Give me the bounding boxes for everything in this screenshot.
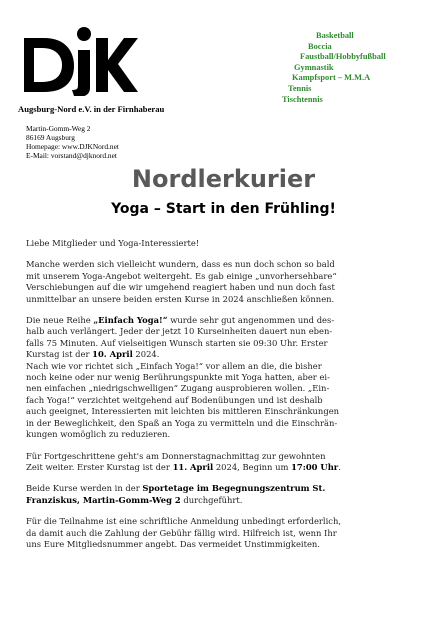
text-line: auch geeignet, Interessierten mit leichten bis mittleren Einschränkungen (26, 406, 340, 417)
text-line: Manche werden sich vielleicht wundern, dass es nun doch schon so bald (26, 259, 335, 270)
text-line: uns Eure Mitgliedsnummer angebt. Das vermeidet Unstimmigkeiten. (26, 538, 320, 549)
sport-item: Faustball/Hobbyfußball (300, 52, 386, 62)
text-line: halb auch verlängert. Jeder der jetzt 10 Kurseinheiten dauert nun eben- (26, 326, 333, 337)
article-subtitle: Yoga – Start in den Frühling! (111, 201, 336, 217)
contact-street: Martin-Gomm-Weg 2 (26, 124, 91, 133)
text-line: Für Fortgeschrittene geht's am Donnerstagnachmittag zur gewohnten (26, 450, 326, 461)
club-name: Augsburg-Nord e.V. in der Firnhaberau (18, 104, 165, 114)
sport-item: Gymnastik (294, 62, 334, 72)
paragraph-5 (26, 483, 428, 506)
text-line: Für die Teilnahme ist eine schriftliche Anmeldung unbedingt erforderlich, (26, 516, 342, 527)
greeting (26, 238, 428, 249)
text-line: falls 75 Minuten. Auf vielseitigen Wunsch starten sie 09:30 Uhr. Erster (26, 337, 328, 348)
sport-item: Boccia (308, 41, 332, 51)
text-line: unmittelbar an unsere beiden ersten Kurse in 2024 anschließen können. (26, 293, 335, 304)
paragraph-4 (26, 451, 428, 474)
text-line: Nach wie vor richtet sich „Einfach Yoga!“ vor allem an die, die bisher (26, 360, 322, 371)
greeting-line: Liebe Mitglieder und Yoga-Interessierte! (26, 238, 200, 248)
paragraph-3 (26, 361, 428, 441)
paragraph-6 (26, 516, 428, 550)
sport-item: Tennis (288, 83, 312, 93)
sport-item: Basketball (316, 31, 354, 40)
text-line: Franziskus, Martin-Gomm-Weg 2 durchgeführt. (26, 494, 243, 505)
contact-email: E-Mail: vorstand@djknord.net (26, 151, 117, 161)
text-line: Beide Kurse werden in der Sportetage im Begegnungszentrum St. (26, 483, 326, 494)
text-line: Kurstag ist der 10. April 2024. (26, 349, 160, 360)
contact-city: 86169 Augsburg (26, 133, 75, 143)
sports-list (0, 31, 386, 105)
paragraph-1 (26, 259, 428, 305)
text-line: fach Yoga!“ verzichtet weitgehend auf Bodenübungen und ist deshalb (26, 394, 323, 405)
text-line: nen einfachen „niedrigschwelligen“ Zugang ausprobieren wollen. „Ein- (26, 383, 330, 394)
text-line: kungen womöglich zu reduzieren. (26, 429, 171, 440)
text-line: Verschiebungen auf die wir umgehend reagiert haben und nun doch fast (26, 282, 335, 293)
text-line: mit unserem Yoga-Angebot weitergeht. Es gab einige „unvorhersehbare“ (26, 270, 337, 281)
contact-block (26, 124, 119, 160)
article-body (26, 238, 428, 560)
text-line: Die neue Reihe „Einfach Yoga!“ wurde sehr gut angenommen und des- (26, 315, 335, 326)
sport-item: Tischtennis (282, 94, 323, 104)
text-line: da damit auch die Zahlung der Gebühr fällig wird. Hilfreich ist, wenn Ihr (26, 527, 337, 538)
sport-item: Kampfsport – M.M.A (292, 73, 371, 83)
text-line: in der Beweglichkeit, den Spaß an Yoga zu vermitteln und die Einschrän- (26, 417, 338, 428)
paragraph-2 (26, 315, 428, 361)
text-line: Zeit weiter. Erster Kurstag ist der 11. April 2024, Beginn um 17:00 Uhr. (26, 461, 341, 472)
contact-homepage: Homepage: www.DJKNord.net (26, 142, 119, 152)
newsletter-title: Nordlerkurier (131, 165, 316, 193)
text-line: noch keine oder nur wenig Berührungspunkte mit Yoga hatten, aber ei- (26, 372, 330, 383)
